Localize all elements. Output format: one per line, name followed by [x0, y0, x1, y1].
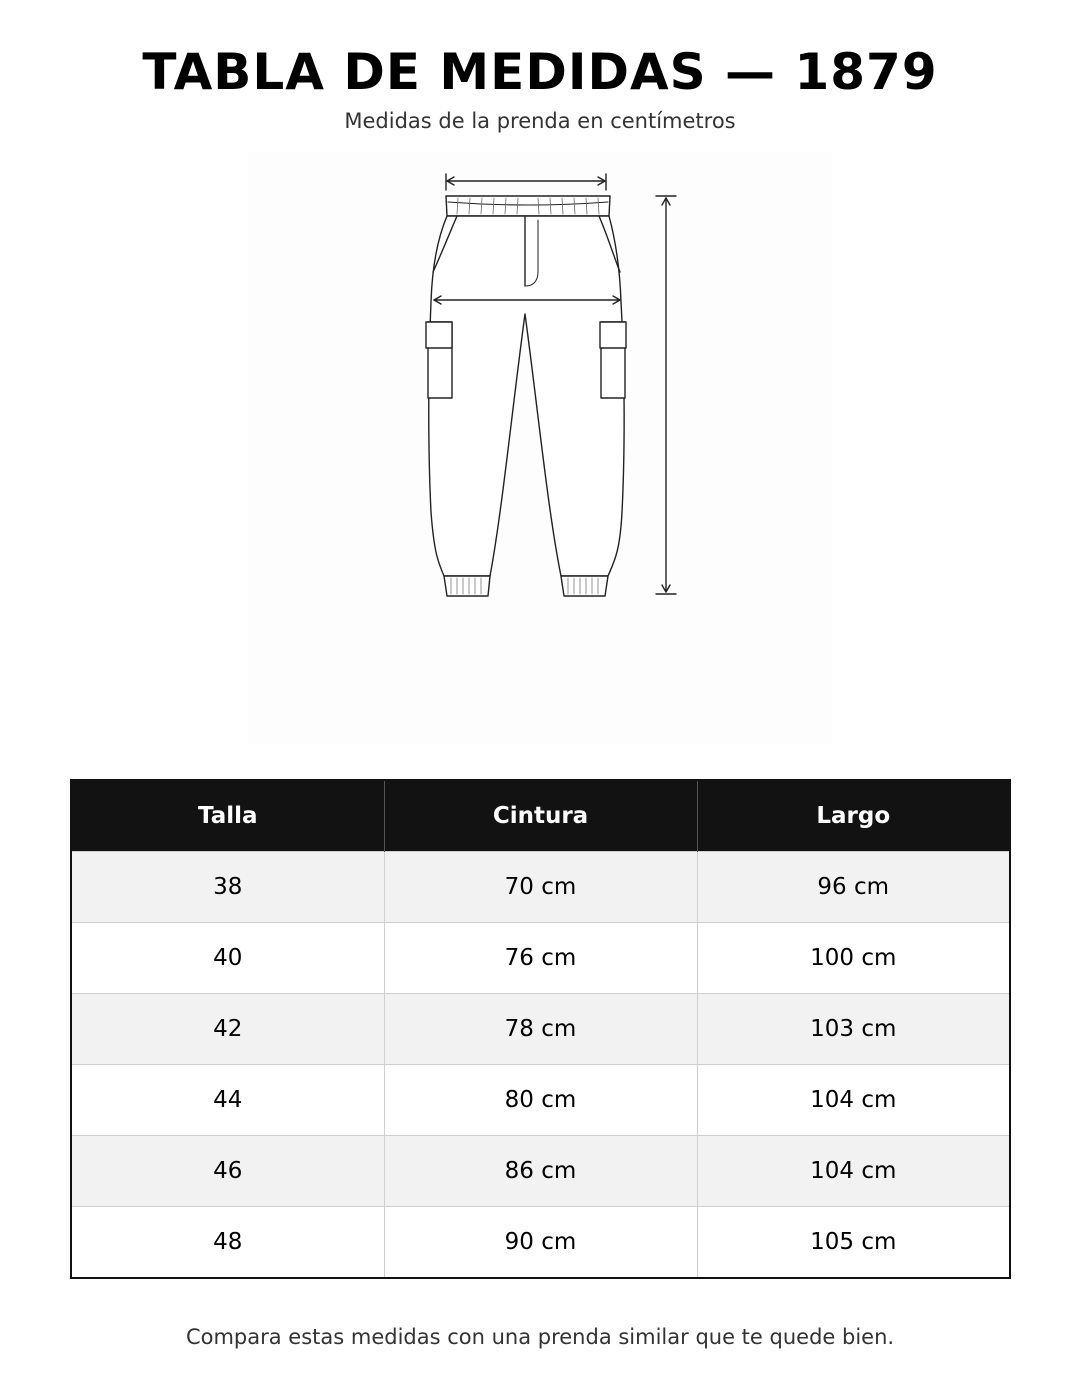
cell-cintura: 80 cm	[384, 1065, 697, 1136]
cell-largo: 104 cm	[697, 1136, 1010, 1207]
cell-cintura: 78 cm	[384, 994, 697, 1065]
cell-talla: 38	[71, 852, 384, 923]
cell-cintura: 70 cm	[384, 852, 697, 923]
page-title: TABLA DE MEDIDAS — 1879	[142, 43, 938, 101]
page-subtitle: Medidas de la prenda en centímetros	[344, 109, 736, 133]
column-header-talla: Talla	[71, 780, 384, 852]
size-table	[70, 779, 1011, 1279]
column-header-cintura: Cintura	[384, 780, 697, 852]
table-row	[71, 1136, 1010, 1207]
waist-measure-arrow	[446, 174, 606, 190]
pants-illustration	[248, 152, 832, 744]
waistband	[446, 196, 610, 216]
cell-cintura: 76 cm	[384, 923, 697, 994]
cargo-pants-icon	[248, 152, 832, 744]
footer-note: Compara estas medidas con una prenda similar que te quede bien.	[185, 1325, 895, 1349]
table-header-row	[71, 780, 1010, 852]
cell-talla: 40	[71, 923, 384, 994]
table-row	[71, 923, 1010, 994]
cell-talla: 44	[71, 1065, 384, 1136]
table-row	[71, 852, 1010, 923]
cell-talla: 48	[71, 1207, 384, 1279]
length-measure-arrow	[656, 196, 676, 594]
cell-largo: 100 cm	[697, 923, 1010, 994]
cell-cintura: 90 cm	[384, 1207, 697, 1279]
cell-talla: 42	[71, 994, 384, 1065]
table-row	[71, 1207, 1010, 1279]
cell-largo: 105 cm	[697, 1207, 1010, 1279]
cell-largo: 104 cm	[697, 1065, 1010, 1136]
cell-talla: 46	[71, 1136, 384, 1207]
table-row	[71, 1065, 1010, 1136]
cell-cintura: 86 cm	[384, 1136, 697, 1207]
column-header-largo: Largo	[697, 780, 1010, 852]
table-row	[71, 994, 1010, 1065]
cell-largo: 103 cm	[697, 994, 1010, 1065]
cell-largo: 96 cm	[697, 852, 1010, 923]
pants-outline	[429, 216, 624, 576]
